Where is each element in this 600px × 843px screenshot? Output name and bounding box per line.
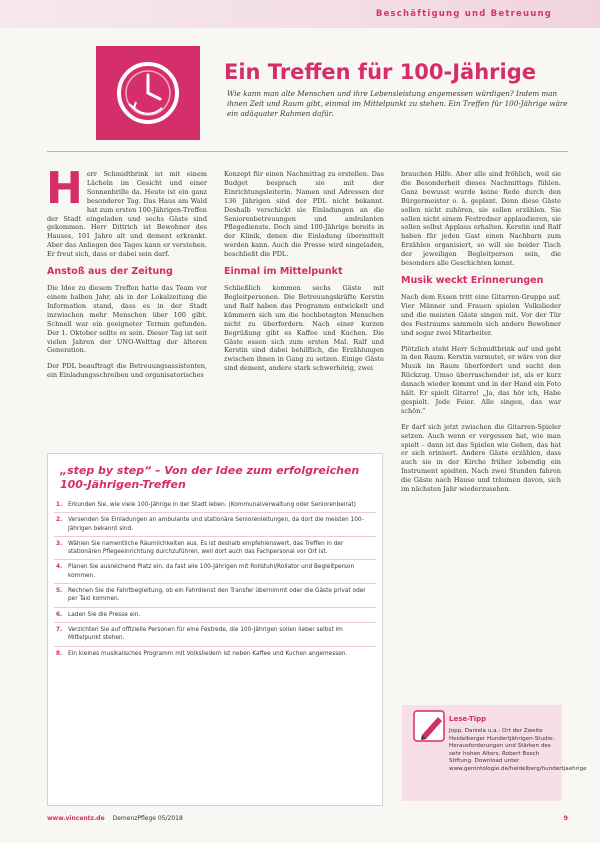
step-item: [54, 559, 376, 583]
subheading: Anstoß aus der Zeitung: [47, 266, 173, 278]
box-title: „step by step“ – Von der Idee zum erfolgreichen 100-Jährigen-Treffen: [60, 464, 360, 491]
paragraph: err Schmidtbrink ist mit einem Lächeln im Gesicht und einer Sonnenbrille da. Heute ist ein ganz besonderer Tag. Das Haus am Wald hat zum ersten 100-Jährigen-Treffen der Stadt eingeladen und sechs Gäste sind gekommen. Herr Dittrich ist Bewohner des Hauses, 101 Jahre alt und dement erkrankt. Aber das Anliegen des Tages kann er verstehen. Er freut sich, dass er dabei sein darf.: [47, 170, 207, 259]
subheading: Einmal im Mittelpunkt: [224, 266, 343, 278]
step-number: 3.: [56, 540, 63, 547]
step-list: [54, 498, 376, 661]
step-text: Ein kleines musikalisches Programm mit Volksliedern ist neben Kaffee und Kuchen angemessen.: [68, 650, 348, 657]
step-text: Planen Sie ausreichend Platz ein, da fast alle 100-Jährigen mit Rollstuhl/Rollator und Begleitperson kommen.: [68, 564, 355, 579]
article-title: Ein Treffen für 100-Jährige: [224, 60, 537, 84]
paragraph: Schließlich kommen sechs Gäste mit Begleitpersonen. Die Betreuungskräfte Kerstin und Ralf haben das Programm entwickelt und kümmern sich um die hochbetagten Menschen nicht zu überfordern. Nach einer kurzen Begrüßung gibt es Kaffee und Kuchen. Die Gäste essen sich zum ersten Mal. Ralf und Kerstin sind dabei behilflich, die Erzählungen zwischen ihnen in Gang zu setzen. Einige Gäste sind dement, andere stark schwerhörig, zwei: [224, 284, 384, 373]
tip-text: Jopp, Daniela u.a.: Ort der Zweite Heidelberger Hundertjährigen-Studie: Herausforderungen und Stärken des sehr hohen Alters. Robert Bosch Stiftung. Download unter www.gerontologie.de/heidelberg/hundertjaehrige: [449, 728, 587, 772]
paragraph: Die Idee zu diesem Treffen hatte das Team vor einem halben Jahr, als in der Lokalzeitung die Information stand, dass es in der Stadt inzwischen mehr Menschen über 100 gibt. Schnell war ein geeigneter Termin gefunden. Der 1. Oktober sollte es sein. Dieser Tag ist seit vielen Jahren der UNO-Welttag der älteren Generation.: [47, 284, 207, 355]
step-number: 1.: [56, 502, 63, 508]
divider: [47, 151, 568, 152]
paragraph: Der PDL beauftragt die Betreuungsassistenten, ein Einladungsschreiben und organisatorisches: [47, 362, 207, 380]
step-number: 2.: [56, 517, 63, 524]
step-item: [54, 536, 376, 560]
drop-cap: H: [46, 163, 83, 214]
paragraph: Nach dem Essen tritt eine Gitarren-Gruppe auf. Vier Männer und Frauen spielen Volkslieder und die meisten Gäste singen mit. Vor der Tür des Festraums sammeln sich andere Bewohner und sogar zwei Mitarbeiter.: [401, 292, 561, 337]
footer-issue: DemenzPflege 05/2018: [112, 815, 183, 822]
step-item: [54, 512, 376, 536]
footer: [47, 815, 183, 822]
text-column-1: [46, 163, 207, 387]
step-item: [54, 622, 376, 646]
paragraph: Konzept für einen Nachmittag zu erstellen. Das Budget besprach sie mit der Einrichtungsleiterin. Namen und Adressen der 136 Jährigen sind der PDL nicht bekannt. Deshalb verschickt sie Einladungen an die Seniorenbetreuungen und ambulanten Pflegedienste. Doch sind 100-Jährige bereits in der Klinik, denen die Einladung übermittelt werden kann. Auch die Presse wird eingeladen, beschließt die PDL.: [224, 170, 384, 259]
step-number: 7.: [56, 626, 63, 633]
step-item: [54, 583, 376, 607]
text-column-3: [401, 170, 561, 501]
paragraph: brauchen Hilfe. Aber alle sind fröhlich, weil sie die Besonderheit dieses Nachmittags fühlen. Ganz bewusst wurde keine Rede durch den Bürgermeister o. ä. geplant. Denn diese Gäste sollen nicht zuhören, sie sollen erzählen. Sie sollen nicht einem Festredner applaudieren, sie sollen selbst Applaus erhalten. Kerstin und Ralf haben für jeden Gast einen Nachbarn zum Erzählen organisiert, so will sie beider Tisch der jeweiligen Begleitperson sein, die besonders alle Geschichten kennt.: [401, 170, 561, 268]
step-by-step-box: [47, 453, 383, 806]
pencil-icon: [412, 709, 450, 745]
reading-tip-box: [402, 705, 587, 801]
step-text: Verzichten Sie auf offizielle Personen für eine Festrede, die 100-Jährigen sollen lieber selbst im Mittelpunkt stehen.: [68, 626, 343, 642]
article-lead: Wie kann man alte Menschen und ihre Lebensleistung angemessen würdigen? Indem man ihnen Zeit und Raum gibt, einmal im Mittelpunkt zu stehen. Ein Treffen für 100-Jährige wäre ein adäquater Rahmen dafür.: [227, 89, 568, 118]
clock-icon: [96, 46, 200, 140]
paragraph: Er darf sich jetzt zwischen die Gitarren-Spieler setzen. Auch wenn er vergessen hat, wie man spielt – dann ist das Spielen wie Gehen, das hat er sich erinnert. Andere Gäste erzählen, dass auch sie in der Kirche früher lebendig ein Instrument spielten. Nach zwei Stunden fahren die Gäste nach Hause und träumen davon, sich im nächsten Jahr wiederzusehen.: [401, 422, 561, 494]
step-number: 5.: [56, 588, 63, 595]
step-text: Rechnen Sie die Fahrtbegleitung, ob ein Fahrdienst den Transfer übernimmt oder die Gäste privat oder per Taxi kommen.: [68, 588, 366, 603]
paragraph: Plötzlich steht Herr Schmidtbrink auf und geht in den Raum. Kerstin vermutet, er wäre von der Musik im Raum überfordert und sucht den Rückzug. Umso überraschender ist, als er kurz danach wieder kommt und in der Hand ein Foto hält. Er spielt Gitarre! „Ja, das hör ich, Habe gespielt. Jede Feier. Alle singen, das war schön.“: [401, 344, 561, 415]
step-text: Erkunden Sie, wie viele 100-Jährige in der Stadt leben. (Kommunalverwaltung oder Seniorenbeirat): [68, 502, 356, 508]
tip-title: Lese-Tipp: [449, 715, 487, 723]
step-item: [54, 646, 376, 661]
step-text: Laden Sie die Presse ein.: [68, 611, 141, 618]
section-label: Beschäftigung und Betreuung: [375, 9, 552, 19]
footer-url[interactable]: www.vincentz.de: [47, 815, 105, 822]
text-column-2: [224, 170, 384, 380]
page-number: 9: [563, 814, 568, 822]
step-number: 8.: [56, 650, 63, 657]
step-number: 4.: [56, 564, 63, 571]
step-text: Wählen Sie namentliche Räumlichkeiten aus. Es ist deshalb empfehlenswert, das Treffen in der stationären Pflegeeinrichtung durchzuführen, weil dort auch das Fachpersonal vor Ort ist.: [68, 540, 344, 556]
step-text: Versenden Sie Einladungen an ambulante und stationäre Seniorenleitungen, da dort die meisten 100-Jährigen bekannt sind.: [68, 517, 364, 532]
step-item: [54, 607, 376, 622]
step-number: 6.: [56, 611, 63, 618]
subheading: Musik weckt Erinnerungen: [401, 274, 544, 286]
step-item: [54, 498, 376, 512]
